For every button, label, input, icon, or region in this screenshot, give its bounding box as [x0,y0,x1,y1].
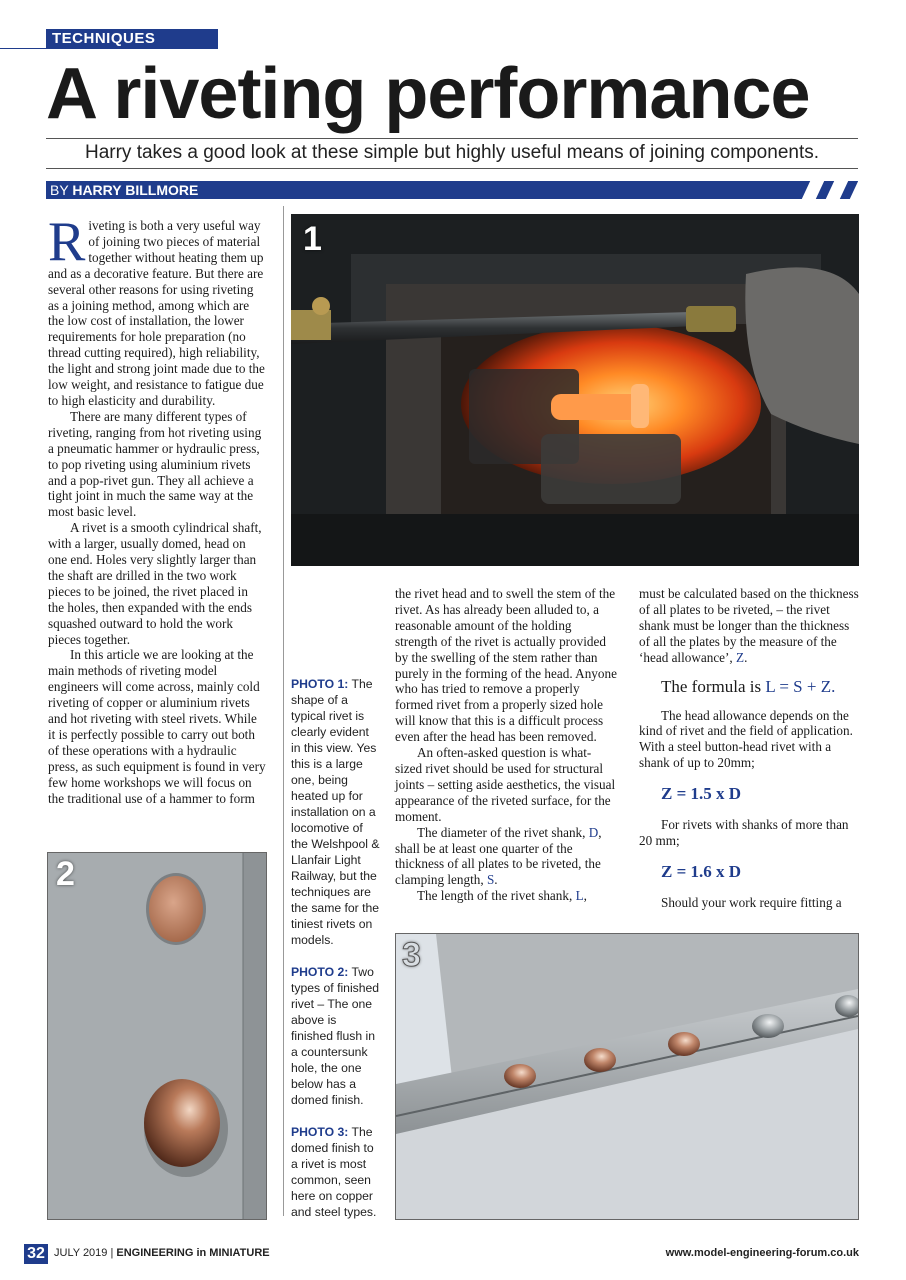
paragraph-text: The diameter of the rivet shank, [417,824,586,840]
article-title: A riveting performance [46,54,810,134]
rivets-illustration [48,853,266,1219]
page-number: 32 [24,1244,48,1264]
paragraph-text: . [494,872,498,888]
article-column-3 [395,586,617,904]
paragraph [395,825,617,889]
caption-label: PHOTO 1: [291,677,349,691]
variable-l: L [575,888,584,904]
byline-stripe [850,181,872,199]
byline-stripe [826,181,848,199]
formula-expression: L = S + Z. [765,676,836,696]
column-divider [283,206,284,1216]
photo-1-number: 1 [303,220,322,258]
photo-2-finished-rivets [47,852,267,1220]
subtitle-rule-bottom [46,168,858,169]
photo-3-number: 3 [402,936,421,974]
drop-cap: R [48,211,86,273]
footer-url: www.model-engineering-forum.co.uk [665,1247,859,1259]
variable-z: Z [736,649,745,665]
subtitle-rule-top [46,138,858,139]
photo-1-rivet-heating [291,214,859,566]
paragraph: A rivet is a smooth cylindrical shaft, with a larger, usually domed, head on one end. Holes very slightly larger than the shaft are drilled in the two work pieces to be joined, the rivet placed in the holes, then expanded with the ends squashed outward to hold the work pieces together. [48,520,262,647]
byline-bar [46,181,858,199]
paragraph [48,211,266,409]
paragraph-text: iveting is both a very useful way of joining two pieces of material together without heating them up and as a decorative feature. But there are several other reasons for using riveting as a joining method, among which are the low cost of installation, the lower requirements for hole preparation (no thread cutting required), high reliability, the light and strong joint made due to the low weight, and resistance to fatigue due to high elasticity and durability. [48,218,265,408]
variable-s: S [486,872,495,888]
paragraph-text: must be calculated based on the thickness of all plates to be riveted, – the rivet shank must be longer than the thickness of all the plates by the measure of the ‘head allowance’, [639,586,859,665]
footer-issue [54,1246,270,1260]
photo-2-number: 2 [56,855,75,893]
caption-photo-3 [291,1124,381,1220]
riveted-strip-illustration [396,934,858,1219]
formula-main [661,676,859,698]
article-column-1 [48,211,266,807]
paragraph-text: , shall be at least one quarter of the thickness of all plates to be riveted, the clamping length, [395,824,602,888]
caption-photo-1 [291,676,381,948]
article-column-4 [639,586,859,911]
caption-label: PHOTO 3: [291,1125,349,1139]
variable-d: D [588,824,599,840]
caption-text: The shape of a typical rivet is clearly evident in this view. Yes this is a large one, being heated up for installation on a locomotive of the Welshpool & Llanfair Light Railway, but the techniques are the same for the tiniest rivets on models. [291,677,380,947]
caption-photo-2 [291,964,381,1108]
section-tag-rule [0,48,218,49]
paragraph: The head allowance depends on the kind of rivet and the field of application. With a steel button-head rivet with a shank of up to 20mm; [639,707,853,771]
paragraph: For rivets with shanks of more than 20 mm; [639,817,849,849]
byline-author: HARRY BILLMORE [72,182,199,198]
section-tag: TECHNIQUES [46,29,218,48]
photo-captions [291,676,381,1236]
formula-prefix: The formula is [661,676,762,696]
issue-date: JULY 2019 [54,1247,108,1259]
magazine-name: ENGINEERING in MINIATURE [116,1247,270,1259]
formula-z-small: Z = 1.5 x D [661,784,742,804]
paragraph: In this article we are looking at the main methods of riveting model engineers will come across, mainly cold riveting of copper or aluminium rivets and hot riveting with steel rivets. While it is perfectly possible to carry out both of these operations with a hydraulic press, as such equipment is found in very few home workshops we will focus on the traditional use of a hammer to form [48,647,266,806]
formula-z-large: Z = 1.6 x D [661,861,742,881]
article-subtitle: Harry takes a good look at these simple but highly useful means of joining components. [84,142,820,163]
paragraph: An often-asked question is what-sized rivet should be used for structural joints – setting aside aesthetics, the visual appearance of the riveted surface, for the moment. [395,745,616,824]
caption-text: Two types of finished rivet – The one above is finished flush in a countersunk hole, the one below has a domed finish. [291,965,380,1107]
paragraph [639,586,859,666]
caption-text: The domed finish to a rivet is most common, seen here on copper and steel types. [291,1125,377,1219]
paragraph: There are many different types of riveting, ranging from hot riveting using a pneumatic hammer or hydraulic press, to pop riveting using aluminium rivets and a pop-rivet gun. They all achieve a tight joint in much the same way at the most basic level. [48,408,262,520]
footer-separator: | [110,1247,114,1259]
byline-prefix: BY [50,182,69,198]
byline-stripe [802,181,824,199]
paragraph: Should your work require fitting a [661,894,842,910]
forge-illustration [291,214,859,566]
paragraph-text: , [583,888,587,904]
caption-label: PHOTO 2: [291,965,349,979]
photo-3-riveted-strip [395,933,859,1220]
paragraph: the rivet head and to swell the stem of the rivet. As has already been alluded to, a reasonable amount of the holding strength of the rivet is actually provided by the swelling of the stem rather than purely in the forming of the head. Anyone who has tried to remove a properly formed rivet from a properly sized hole will know that this is a difficult process even after the head has been removed. [395,586,617,745]
paragraph-text: The length of the rivet shank, [417,888,573,904]
paragraph [395,888,617,904]
paragraph-text: . [744,649,748,665]
